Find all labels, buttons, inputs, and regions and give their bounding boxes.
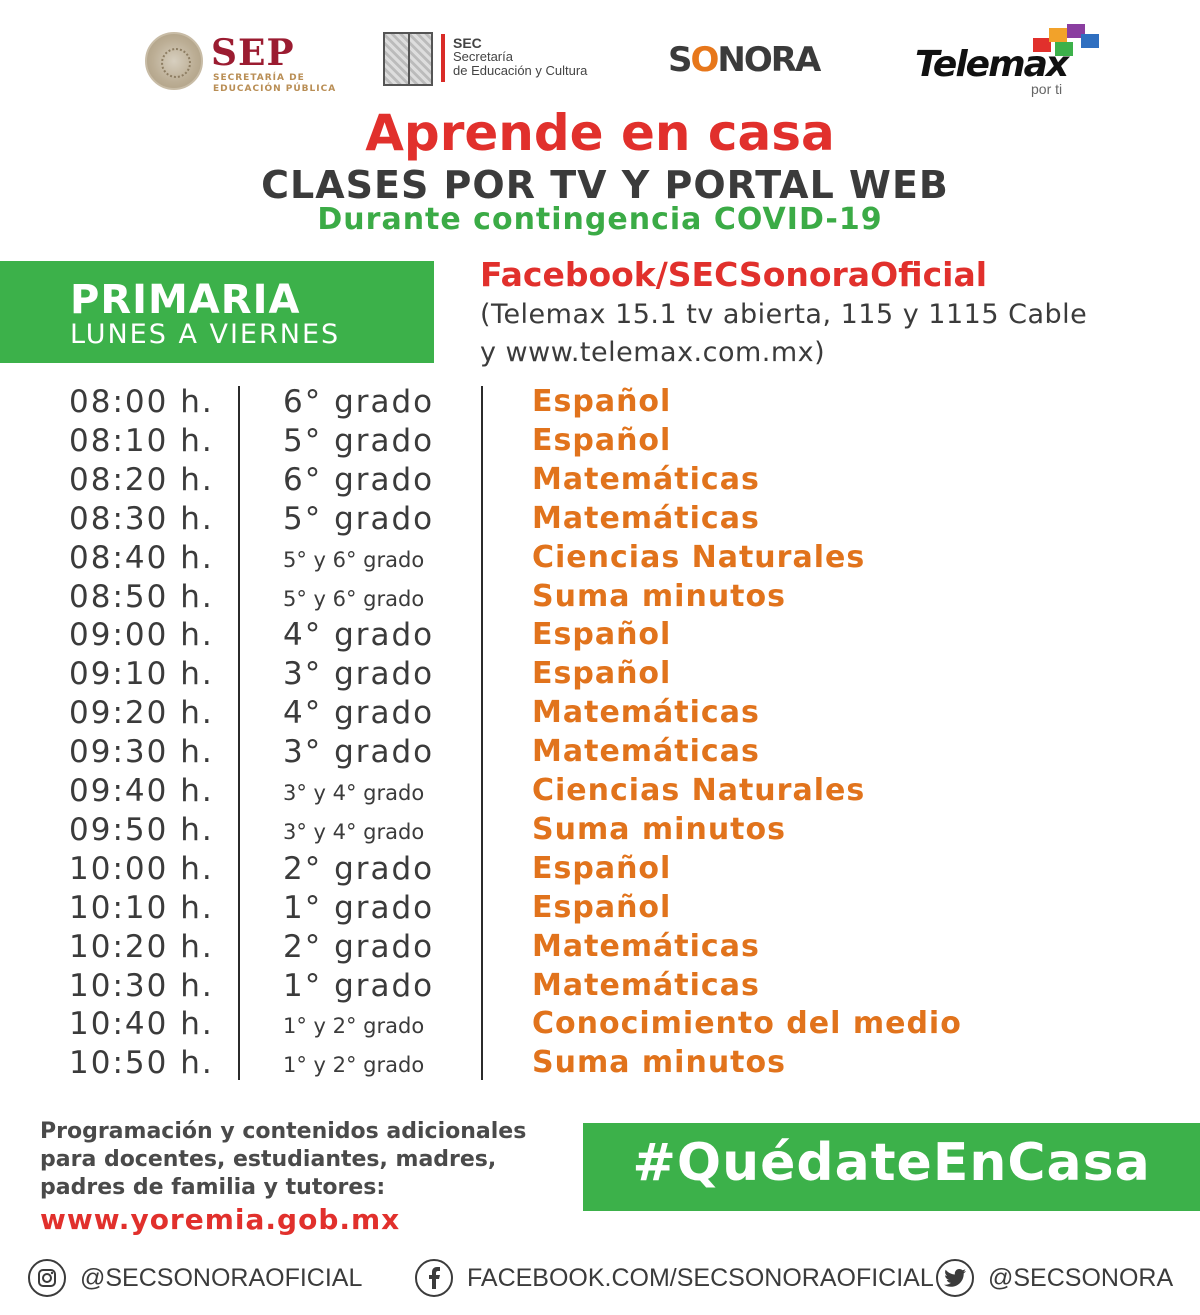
schedule-row (0, 462, 1200, 501)
telemax-square (1081, 34, 1099, 48)
schedule-subject: Suma minutos (532, 578, 786, 614)
sonora-logo-part-1: S (668, 40, 691, 80)
schedule-subject: Ciencias Naturales (532, 539, 866, 575)
additional-info-line-1: Programación y contenidos adicionales (40, 1119, 527, 1144)
schedule-time: 08:10 h. (69, 422, 214, 459)
primaria-banner (0, 261, 434, 363)
logos-row (0, 18, 1200, 108)
schedule-subject: Matemáticas (532, 928, 760, 964)
sep-logo (145, 30, 345, 100)
schedule-subject: Suma minutos (532, 811, 786, 847)
additional-info-line-2: para docentes, estudiantes, madres, (40, 1147, 497, 1172)
telemax-logo (915, 24, 1105, 104)
facebook-heading: Facebook/SECSonoraOficial (480, 255, 988, 294)
schedule-subject: Matemáticas (532, 967, 760, 1003)
schedule-subject: Español (532, 889, 672, 925)
instagram-icon (28, 1259, 66, 1297)
facebook-icon (415, 1259, 453, 1297)
schedule-row (0, 812, 1200, 851)
schedule-row (0, 540, 1200, 579)
schedule-time: 09:30 h. (69, 734, 214, 771)
schedule-row (0, 1006, 1200, 1045)
schedule-row (0, 656, 1200, 695)
sec-logo-divider (441, 34, 445, 82)
sep-logo-subtitle (213, 73, 336, 95)
schedule-grade: 1° grado (283, 889, 435, 926)
social-instagram[interactable] (28, 1258, 362, 1298)
instagram-handle: @SECSONORAOFICIAL (80, 1263, 363, 1292)
schedule-time: 10:50 h. (69, 1045, 214, 1082)
schedule-time: 09:50 h. (69, 811, 214, 848)
schedule-time: 08:40 h. (69, 539, 214, 576)
hashtag-banner (583, 1123, 1200, 1211)
schedule-grade: 4° grado (283, 695, 435, 732)
national-seal-icon (145, 32, 203, 90)
schedule-grade: 3° grado (283, 734, 435, 771)
additional-info-line-3: padres de familia y tutores: (40, 1175, 386, 1200)
schedule-subject: Ciencias Naturales (532, 773, 866, 808)
sec-logo (383, 30, 623, 92)
schedule-time: 08:30 h. (69, 500, 214, 537)
schedule-row (0, 1045, 1200, 1084)
sec-logo-name: SEC (453, 35, 482, 51)
sonora-shield-icon (383, 32, 433, 86)
schedule-time: 08:00 h. (69, 384, 214, 420)
sec-logo-line-2: de Educación y Cultura (453, 63, 588, 78)
schedule-time: 09:20 h. (69, 695, 214, 732)
schedule-subject: Español (532, 384, 672, 419)
schedule-grade: 4° grado (283, 617, 435, 654)
schedule-subject: Español (532, 850, 672, 886)
schedule-grade: 1° y 2° grado (283, 1053, 425, 1078)
schedule-grade: 6° grado (283, 384, 435, 420)
schedule-subject: Español (532, 617, 672, 653)
schedule-time: 08:20 h. (69, 461, 214, 498)
banner-days: LUNES A VIERNES (70, 319, 341, 350)
twitter-handle: @SECSONORA (988, 1263, 1174, 1292)
schedule-row (0, 617, 1200, 656)
hashtag-text: #QuédateEnCasa (632, 1133, 1151, 1193)
schedule-grade: 5° grado (283, 422, 435, 459)
schedule-grade: 2° grado (283, 850, 435, 887)
schedule-row (0, 968, 1200, 1007)
broadcast-channels (480, 296, 1180, 372)
sep-subtitle-line-1: SECRETARÍA DE (213, 73, 305, 83)
channels-line-2: y www.telemax.com.mx) (480, 337, 826, 368)
schedule-time: 08:50 h. (69, 578, 214, 615)
sep-subtitle-line-2: EDUCACIÓN PÚBLICA (213, 84, 337, 94)
additional-info (40, 1118, 580, 1202)
schedule-time: 09:00 h. (69, 617, 214, 654)
schedule-time: 10:10 h. (69, 889, 214, 926)
page-title: Aprende en casa (365, 104, 835, 162)
telemax-square (1049, 28, 1067, 42)
schedule-subject: Español (532, 656, 672, 692)
schedule-row (0, 929, 1200, 968)
sec-logo-text (453, 36, 587, 78)
schedule-subject: Matemáticas (532, 461, 760, 497)
telemax-logo-tagline: por ti (1031, 81, 1063, 97)
schedule-subject: Conocimiento del medio (532, 1006, 962, 1042)
sonora-logo-part-2: NORA (717, 40, 820, 80)
twitter-icon (936, 1259, 974, 1297)
schedule-time: 10:30 h. (69, 967, 214, 1004)
schedule-subject: Matemáticas (532, 500, 760, 536)
sonora-logo (668, 40, 819, 80)
schedule-grade: 5° y 6° grado (283, 586, 425, 611)
schedule-grade: 3° y 4° grado (283, 781, 425, 805)
schedule-time: 10:00 h. (69, 850, 214, 887)
schedule-row (0, 851, 1200, 890)
channels-line-1: (Telemax 15.1 tv abierta, 115 y 1115 Cable (480, 299, 1088, 330)
schedule-row (0, 579, 1200, 618)
schedule-time: 09:10 h. (69, 656, 214, 693)
schedule-grade: 5° grado (283, 500, 435, 537)
sec-logo-line-1: Secretaría (453, 49, 513, 64)
schedule-row (0, 423, 1200, 462)
schedule-time: 10:20 h. (69, 928, 214, 965)
banner-level: PRIMARIA (70, 277, 301, 323)
page-subtitle: CLASES POR TV Y PORTAL WEB (261, 163, 949, 207)
social-twitter[interactable] (936, 1258, 1173, 1298)
schedule-row (0, 695, 1200, 734)
covid-tagline: Durante contingencia COVID-19 (317, 202, 883, 237)
schedule-grade: 2° grado (283, 928, 435, 965)
sonora-logo-o: O (690, 40, 718, 80)
schedule-grade: 1° y 2° grado (283, 1014, 425, 1039)
facebook-url: FACEBOOK.COM/SECSONORAOFICIAL (467, 1263, 934, 1292)
schedule-row (0, 734, 1200, 773)
sep-logo-name: SEP (211, 32, 295, 74)
schedule-row (0, 501, 1200, 540)
schedule-grade: 3° y 4° grado (283, 819, 425, 844)
schedule-row (0, 773, 1200, 812)
schedule-subject: Matemáticas (532, 734, 760, 770)
schedule-grade: 1° grado (283, 967, 435, 1004)
schedule-time: 09:40 h. (69, 773, 214, 809)
schedule-subject: Español (532, 422, 672, 458)
schedule-subject: Matemáticas (532, 695, 760, 731)
social-facebook[interactable] (415, 1258, 934, 1298)
schedule-grade: 3° grado (283, 656, 435, 693)
telemax-logo-name: Telemax (915, 44, 1068, 85)
schedule-time: 10:40 h. (69, 1006, 214, 1043)
yoremia-link[interactable]: www.yoremia.gob.mx (40, 1203, 401, 1236)
schedule-row (0, 890, 1200, 929)
schedule-grade: 6° grado (283, 461, 435, 498)
schedule-row (0, 384, 1200, 423)
schedule-grade: 5° y 6° grado (283, 547, 425, 572)
schedule-subject: Suma minutos (532, 1045, 786, 1081)
